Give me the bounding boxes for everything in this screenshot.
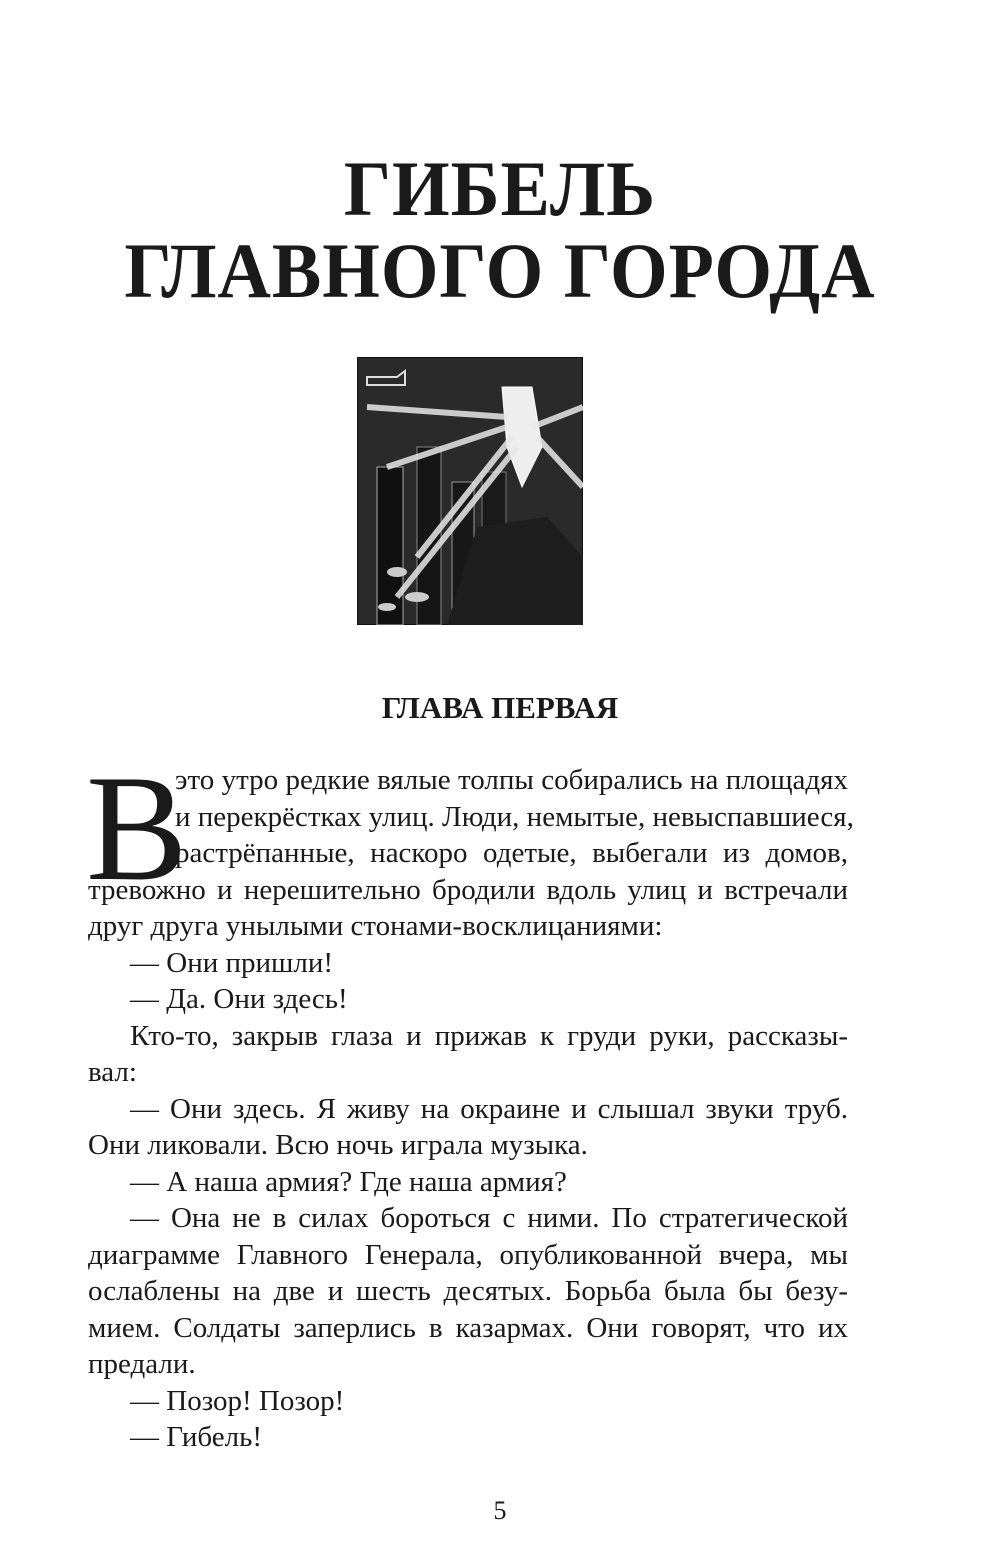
text-line: диаграмме Главного Генерала, опубликованной вчера, мы	[88, 1239, 848, 1271]
drop-cap: В	[86, 744, 188, 912]
text-line: — А наша армия? Где наша армия?	[130, 1166, 567, 1198]
text-line: и перекрёстках улиц. Люди, немытые, невыспавшиеся,	[175, 801, 854, 833]
book-title-line-1: ГИБЕЛЬ	[343, 145, 657, 232]
text-line: растрёпанные, наскоро одетые, выбегали из домов,	[175, 837, 848, 869]
page-number: 5	[493, 1496, 507, 1525]
text-line: это утро редкие вялые толпы собирались на площадях	[175, 764, 848, 796]
text-line: мием. Солдаты заперлись в казармах. Они говорят, что их	[88, 1312, 848, 1344]
text-line: — Гибель!	[130, 1421, 263, 1453]
text-line: — Позор! Позор!	[130, 1385, 345, 1417]
book-title-line-2: ГЛАВНОГО ГОРОДА	[124, 227, 876, 314]
text-line: вал:	[88, 1056, 137, 1088]
text-line: — Они пришли!	[130, 947, 333, 979]
text-line: — Да. Они здесь!	[130, 983, 348, 1015]
text-line: тревожно и нерешительно бродили вдоль улиц и встречали	[88, 874, 848, 906]
chapter-heading: ГЛАВА ПЕРВАЯ	[381, 690, 619, 725]
text-line: предали.	[88, 1348, 196, 1380]
text-line: Кто-то, закрыв глаза и прижав к груди руки, рассказы-	[130, 1020, 848, 1052]
chapter-illustration	[357, 357, 583, 625]
text-line: ослаблены на две и шесть десятых. Борьба была бы безу-	[88, 1275, 848, 1307]
text-line: — Они здесь. Я живу на окраине и слышал звуки труб.	[130, 1093, 848, 1125]
text-line: Они ликовали. Всю ночь играла музыка.	[88, 1129, 588, 1161]
text-line: друг друга унылыми стонами-восклицаниями:	[88, 910, 663, 942]
text-line: — Она не в силах бороться с ними. По стратегической	[130, 1202, 848, 1234]
